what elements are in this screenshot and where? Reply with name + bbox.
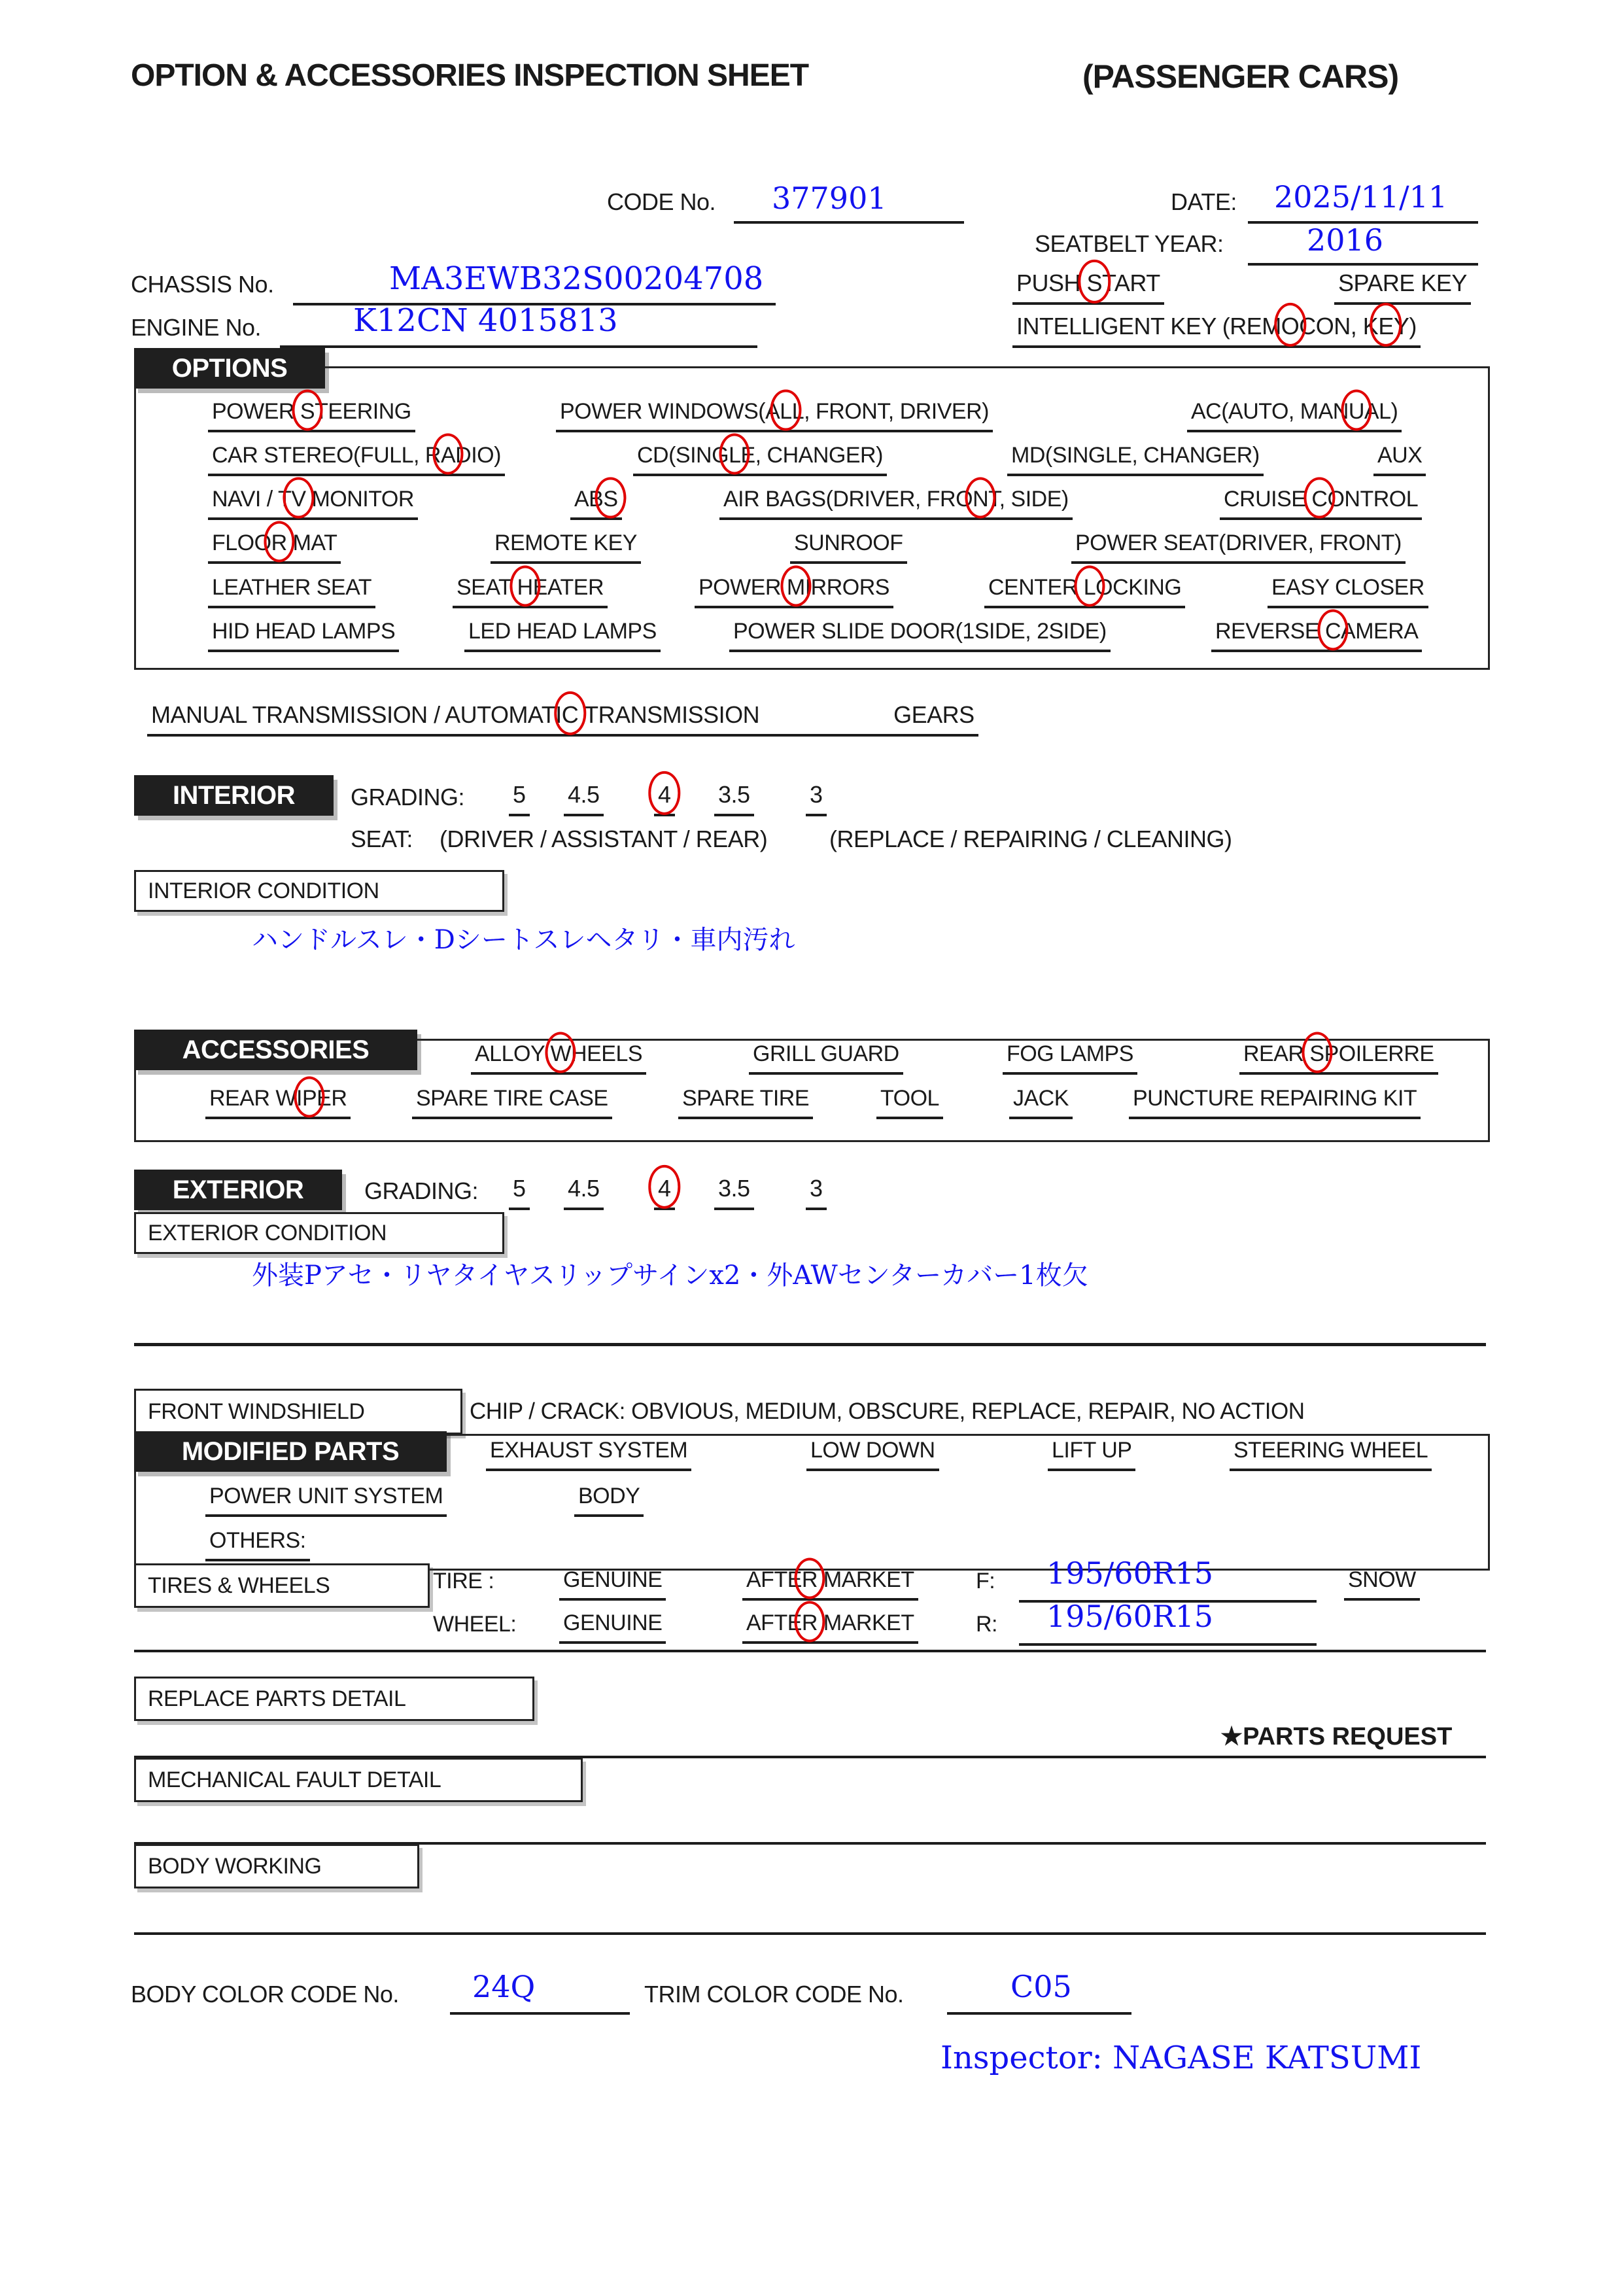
modified-others: OTHERS: xyxy=(205,1528,310,1561)
date-label: DATE: xyxy=(1171,188,1237,215)
interior-grade-5: 5 xyxy=(509,781,530,816)
option-hid-head-lamps: HID HEAD LAMPS xyxy=(208,619,399,652)
mechanical-fault-detail-label: MECHANICAL FAULT DETAIL xyxy=(134,1758,583,1802)
option-easy-closer: EASY CLOSER xyxy=(1268,575,1428,608)
exterior-condition-label: EXTERIOR CONDITION xyxy=(134,1212,504,1254)
date-value: 2025/11/11 xyxy=(1274,179,1448,215)
tire-after-market: AFTER MARKET xyxy=(742,1567,918,1601)
push-start-item: PUSH START xyxy=(1012,270,1164,305)
intelligent-key-item: INTELLIGENT KEY (REMOCON, KEY) xyxy=(1012,313,1421,348)
transmission-line xyxy=(147,701,978,737)
option-power-mirrors: POWER MIRRORS xyxy=(695,575,893,608)
tire-label: TIRE : xyxy=(433,1569,494,1593)
option-floor-mat: FLOOR MAT xyxy=(208,531,341,564)
front-windshield-label: FRONT WINDSHIELD xyxy=(134,1389,462,1435)
wheel-rear-value: 195/60R15 xyxy=(1046,1599,1213,1634)
modified-body: BODY xyxy=(574,1484,644,1517)
option-cd: CD(SINGLE, CHANGER) xyxy=(633,443,887,476)
modified-steering-wheel: STEERING WHEEL xyxy=(1230,1438,1432,1471)
interior-grade-3-5: 3.5 xyxy=(714,781,754,816)
modified-exhaust-system: EXHAUST SYSTEM xyxy=(486,1438,691,1471)
trim-color-code-value: C05 xyxy=(1010,1969,1072,2004)
option-led-head-lamps: LED HEAD LAMPS xyxy=(464,619,661,652)
option-md: MD(SINGLE, CHANGER) xyxy=(1007,443,1264,476)
interior-grading-label: GRADING: xyxy=(351,784,465,810)
accessory-rear-spoiler: REAR SPOILERRE xyxy=(1239,1041,1438,1075)
interior-grade-4-circled: 4 xyxy=(654,781,675,816)
exterior-grade-4-5: 4.5 xyxy=(564,1175,604,1210)
option-center-locking: CENTER LOCKING xyxy=(984,575,1185,608)
wheel-rear-label: R: xyxy=(976,1612,997,1637)
chip-crack-text: CHIP / CRACK: OBVIOUS, MEDIUM, OBSCURE, REPLACE, REPAIR, NO ACTION xyxy=(470,1399,1305,1424)
code-no-label: CODE No. xyxy=(607,188,716,215)
interior-grade-3: 3 xyxy=(806,781,827,816)
divider-line xyxy=(134,1650,1486,1652)
accessory-puncture-kit: PUNCTURE REPAIRING KIT xyxy=(1129,1086,1421,1119)
options-section-label: OPTIONS xyxy=(134,348,325,389)
tires-wheels-label: TIRES & WHEELS xyxy=(134,1563,430,1608)
seatbelt-underline xyxy=(1248,263,1478,266)
modified-parts-section-label: MODIFIED PARTS xyxy=(134,1431,447,1472)
accessories-section-label: ACCESSORIES xyxy=(134,1030,417,1070)
option-sunroof: SUNROOF xyxy=(790,531,907,564)
trim-color-code-label: TRIM COLOR CODE No. xyxy=(644,1981,904,2008)
body-color-code-value: 24Q xyxy=(472,1969,536,2004)
option-power-seat: POWER SEAT(DRIVER, FRONT) xyxy=(1071,531,1406,564)
seatbelt-year-label: SEATBELT YEAR: xyxy=(1035,230,1224,257)
interior-condition-note: ハンドルスレ・Dシートスレヘタリ・車内汚れ xyxy=(252,925,795,955)
exterior-grade-4-circled: 4 xyxy=(654,1175,675,1210)
option-power-slide-door: POWER SLIDE DOOR(1SIDE, 2SIDE) xyxy=(729,619,1111,652)
tire-genuine: GENUINE xyxy=(559,1567,666,1601)
tire-snow: SNOW xyxy=(1344,1567,1420,1601)
accessory-spare-tire-case: SPARE TIRE CASE xyxy=(412,1086,612,1119)
wheel-after-market: AFTER MARKET xyxy=(742,1610,918,1644)
option-reverse-camera: REVERSE CAMERA xyxy=(1211,619,1422,652)
option-power-windows: POWER WINDOWS(ALL, FRONT, DRIVER) xyxy=(556,399,993,432)
gears-label: GEARS xyxy=(893,701,975,728)
exterior-condition-note: 外装Pアセ・リヤタイヤスリップサインx2・外AWセンターカバー1枚欠 xyxy=(252,1261,1088,1291)
option-seat-heater: SEAT HEATER xyxy=(453,575,608,608)
seatbelt-year-value: 2016 xyxy=(1307,222,1384,258)
trim-color-underline xyxy=(947,2012,1131,2015)
inspector-signature: Inspector: NAGASE KATSUMI xyxy=(940,2040,1422,2076)
body-working-label: BODY WORKING xyxy=(134,1844,419,1888)
option-abs: ABS xyxy=(570,487,622,520)
option-navi-tv-monitor: NAVI / TV MONITOR xyxy=(208,487,418,520)
body-color-underline xyxy=(450,2012,630,2015)
tire-front-label: F: xyxy=(976,1569,995,1593)
chassis-no-value: MA3EWB32S00204708 xyxy=(389,260,764,297)
interior-section-label: INTERIOR xyxy=(134,775,334,816)
accessory-fog-lamps: FOG LAMPS xyxy=(1003,1041,1137,1075)
option-aux: AUX xyxy=(1373,443,1426,476)
exterior-grade-5: 5 xyxy=(509,1175,530,1210)
spare-key-item: SPARE KEY xyxy=(1334,270,1471,305)
tire-front-value: 195/60R15 xyxy=(1046,1556,1213,1591)
option-air-bags: AIR BAGS(DRIVER, FRONT, SIDE) xyxy=(719,487,1073,520)
exterior-grading-label: GRADING: xyxy=(364,1177,479,1204)
accessory-grill-guard: GRILL GUARD xyxy=(749,1041,903,1075)
option-remote-key: REMOTE KEY xyxy=(491,531,641,564)
seat-label: SEAT: xyxy=(351,826,413,852)
code-no-value: 377901 xyxy=(772,181,887,216)
option-cruise-control: CRUISE CONTROL xyxy=(1220,487,1422,520)
transmission-text: MANUAL TRANSMISSION / AUTOMATIC TRANSMISSION xyxy=(151,701,760,728)
engine-no-label: ENGINE No. xyxy=(131,314,262,341)
accessory-alloy-wheels: ALLOY WHEELS xyxy=(471,1041,646,1075)
accessory-jack: JACK xyxy=(1009,1086,1073,1119)
engine-underline xyxy=(280,345,757,348)
option-ac: AC(AUTO, MANUAL) xyxy=(1187,399,1402,432)
exterior-section-label: EXTERIOR xyxy=(134,1170,342,1210)
option-leather-seat: LEATHER SEAT xyxy=(208,575,375,608)
chassis-no-label: CHASSIS No. xyxy=(131,271,274,298)
exterior-grade-3-5: 3.5 xyxy=(714,1175,754,1210)
accessory-rear-wiper: REAR WIPER xyxy=(205,1086,351,1119)
modified-power-unit-system: POWER UNIT SYSTEM xyxy=(205,1484,447,1517)
engine-no-value: K12CN 4015813 xyxy=(353,302,618,339)
divider-line xyxy=(134,1932,1486,1935)
accessory-tool: TOOL xyxy=(876,1086,943,1119)
parts-request-label: ★PARTS REQUEST xyxy=(1220,1723,1453,1750)
body-color-code-label: BODY COLOR CODE No. xyxy=(131,1981,399,2008)
interior-condition-label: INTERIOR CONDITION xyxy=(134,870,504,912)
replace-parts-detail-label: REPLACE PARTS DETAIL xyxy=(134,1677,534,1721)
wheel-label: WHEEL: xyxy=(433,1612,517,1637)
option-car-stereo: CAR STEREO(FULL, RADIO) xyxy=(208,443,505,476)
modified-low-down: LOW DOWN xyxy=(806,1438,939,1471)
seat-actions: (REPLACE / REPAIRING / CLEANING) xyxy=(829,826,1232,852)
exterior-grade-3: 3 xyxy=(806,1175,827,1210)
code-no-underline xyxy=(734,221,964,224)
accessory-spare-tire: SPARE TIRE xyxy=(678,1086,813,1119)
wheel-rear-underline xyxy=(1019,1643,1317,1646)
page-title: OPTION & ACCESSORIES INSPECTION SHEET xyxy=(131,58,809,93)
option-power-steering: POWER STEERING xyxy=(208,399,415,432)
divider-line xyxy=(134,1343,1486,1346)
page-subtitle: (PASSENGER CARS) xyxy=(1082,58,1399,95)
wheel-genuine: GENUINE xyxy=(559,1610,666,1644)
interior-grade-4-5: 4.5 xyxy=(564,781,604,816)
seat-options: (DRIVER / ASSISTANT / REAR) xyxy=(440,826,768,852)
modified-lift-up: LIFT UP xyxy=(1048,1438,1135,1471)
